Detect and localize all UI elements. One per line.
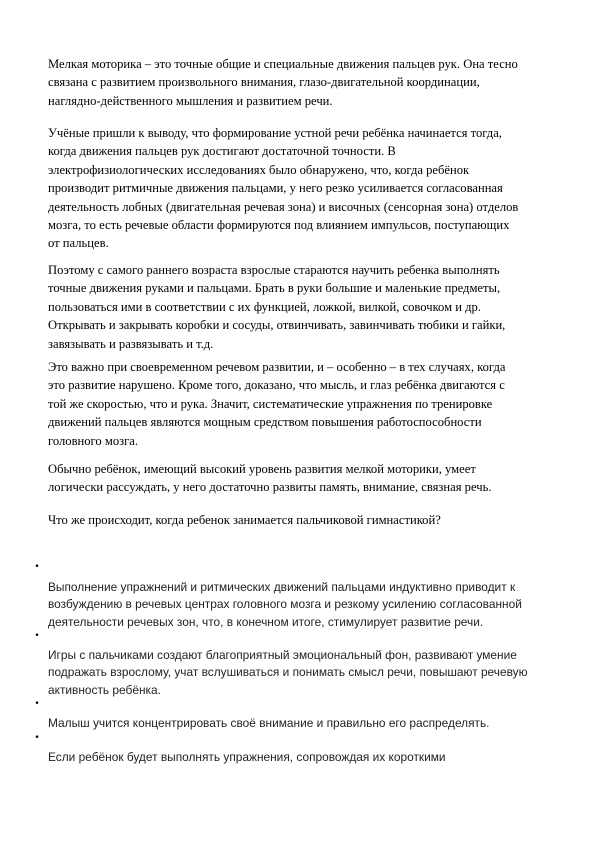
bullet-item-text: [48, 579, 558, 631]
text-line: пользоваться ими в соответствии с их функцией, ложкой, вилкой, совочком и др.: [48, 299, 481, 314]
text-line: Открывать и закрывать коробки и сосуды, отвинчивать, завинчивать тюбики и гайки,: [48, 318, 506, 333]
paragraph-scientists-conclusion: [48, 124, 558, 253]
text-line: деятельности речевых зон, что, в конечном итоге, стимулирует развитие речи.: [48, 614, 484, 629]
text-line: логически рассуждать, у него достаточно развиты память, внимание, связная речь.: [48, 480, 492, 495]
bullet-marker: •: [34, 562, 40, 572]
paragraph-speech-development: [48, 358, 558, 450]
paragraph-question: [48, 511, 558, 529]
bullet-marker: •: [34, 733, 40, 743]
bullet-marker: •: [34, 631, 40, 641]
paragraph-high-motor-skills: [48, 460, 558, 497]
text-line: точные движения руками и пальцами. Брать в руки большие и маленькие предметы,: [48, 281, 501, 296]
text-line: связана с развитием произвольного внимания, глазо-двигательной координации,: [48, 75, 480, 90]
text-line: когда движения пальцев рук достигают достаточной точности. В: [48, 144, 396, 159]
text-line: наглядно-действенного мышления и развитием речи.: [48, 93, 333, 108]
text-line: это развитие нарушено. Кроме того, доказано, что мысль, и глаз ребёнка двигаются с: [48, 378, 505, 393]
text-line: завязывать и развязывать и т.д.: [48, 336, 214, 351]
text-line: электрофизиологических исследованиях было обнаружено, что, когда ребёнок: [48, 162, 470, 177]
text-line: производит ритмичные движения пальцами, у него резко усиливается согласованная: [48, 181, 503, 196]
text-line: той же скоростью, что и рука. Значит, систематические упражнения по тренировке: [48, 396, 493, 411]
paragraph-early-age-training: [48, 261, 558, 353]
text-line: подражать взрослому, учат вслушиваться и понимать смысл речи, повышают речевую: [48, 665, 528, 680]
bullet-marker: •: [34, 699, 40, 709]
text-line: Выполнение упражнений и ритмических движений пальцами индуктивно приводит к: [48, 580, 516, 594]
text-line: Игры с пальчиками создают благоприятный эмоциональный фон, развивают умение: [48, 648, 517, 662]
text-line: мозга, то есть речевые области формируются под влиянием импульсов, поступающих: [48, 218, 510, 233]
text-line: активность ребёнка.: [48, 682, 161, 697]
text-line: от пальцев.: [48, 236, 109, 251]
text-line: Поэтому с самого раннего возраста взрослые стараются научить ребенка выполнять: [48, 263, 500, 277]
text-line: Это важно при своевременном речевом развитии, и – особенно – в тех случаях, когда: [48, 360, 506, 374]
bullet-item-text: [48, 749, 558, 766]
paragraph-fine-motor-definition: [48, 55, 558, 110]
text-line: Учёные пришли к выводу, что формирование устной речи ребёнка начинается тогда,: [48, 126, 502, 140]
text-line: Что же происходит, когда ребенок занимается пальчиковой гимнастикой?: [48, 513, 441, 527]
bullet-item-text: [48, 647, 558, 699]
text-line: головного мозга.: [48, 433, 138, 448]
text-line: деятельность лобных (двигательная речевая зона) и височных (сенсорная зона) отделов: [48, 199, 519, 214]
text-line: движений пальцев являются мощным средством повышения работоспособности: [48, 415, 482, 430]
text-line: Обычно ребёнок, имеющий высокий уровень развития мелкой моторики, умеет: [48, 462, 476, 476]
text-line: возбуждению в речевых центрах головного мозга и резкому усилению согласованной: [48, 597, 522, 612]
bullet-item-text: [48, 715, 558, 732]
text-line: Если ребёнок будет выполнять упражнения, сопровождая их короткими: [48, 750, 446, 764]
text-line: Малыш учится концентрировать своё внимание и правильно его распределять.: [48, 716, 490, 730]
text-line: Мелкая моторика – это точные общие и специальные движения пальцев рук. Она тесно: [48, 57, 518, 71]
